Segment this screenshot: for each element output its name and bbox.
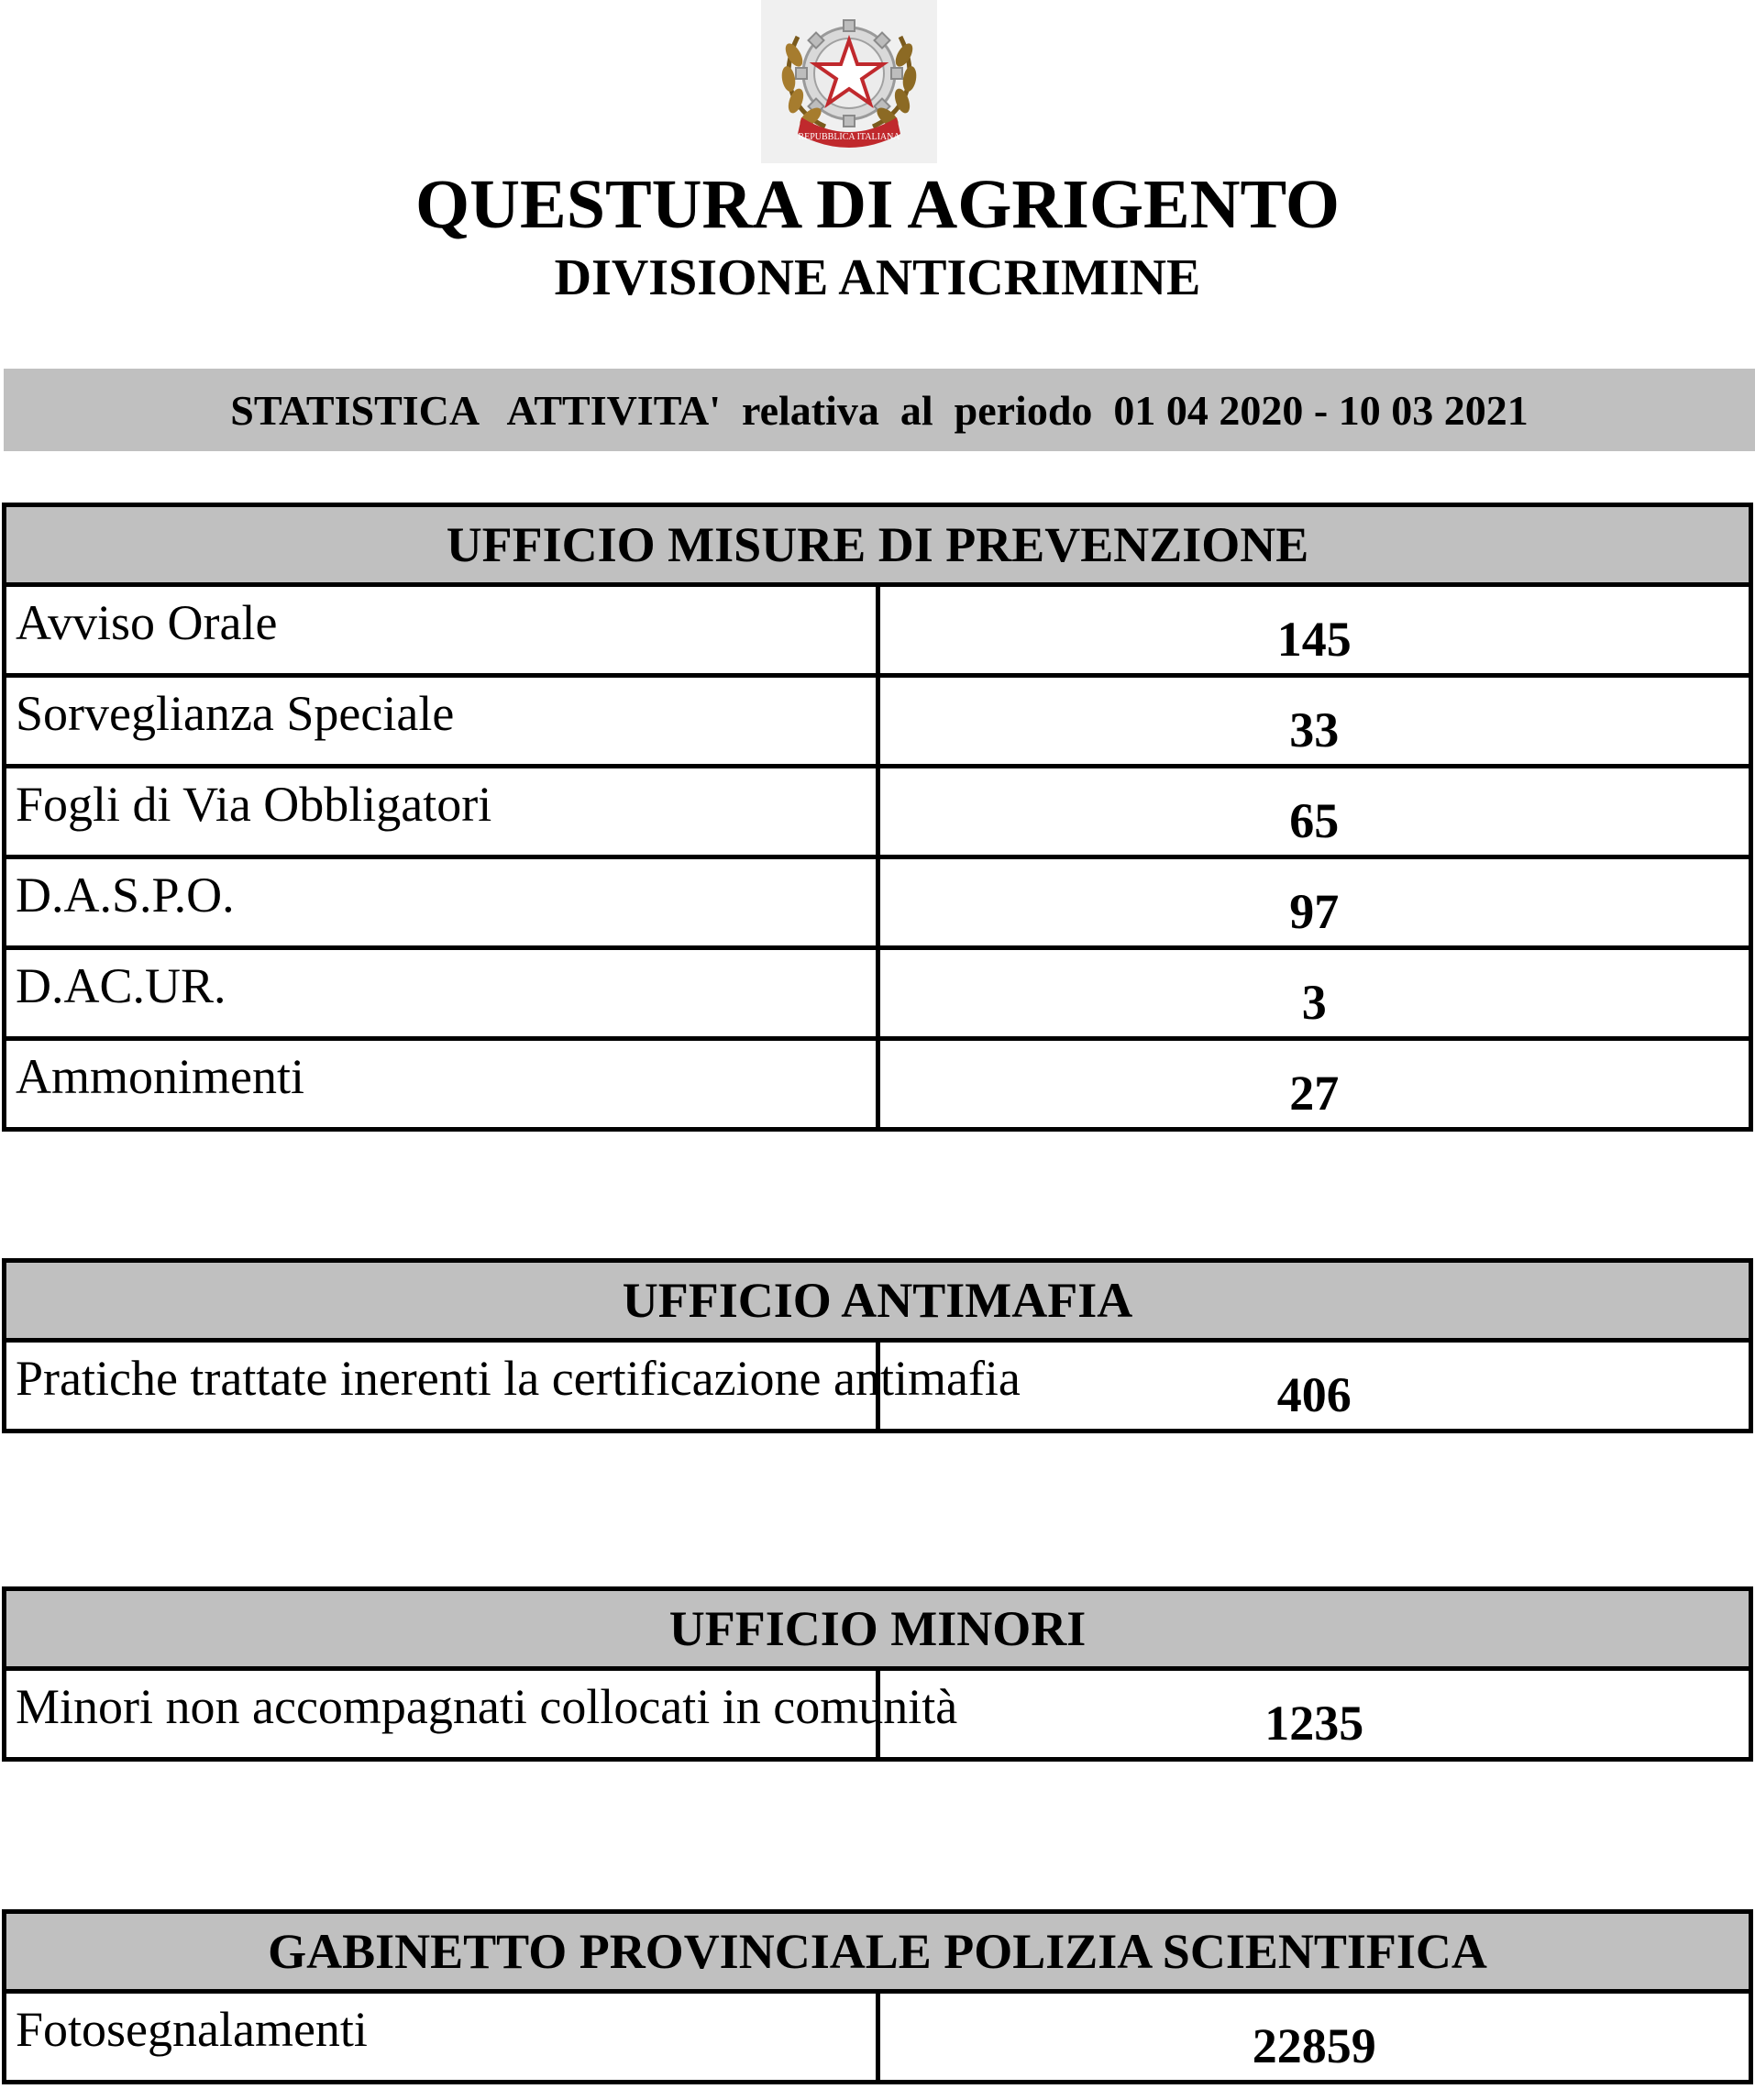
emblem-ribbon-text: REPUBBLICA ITALIANA: [798, 132, 900, 142]
table-row: [5, 1992, 1751, 2083]
row-label: D.AC.UR.: [5, 948, 878, 1039]
table-row: [5, 1341, 1751, 1431]
row-value: 3: [878, 948, 1751, 1039]
row-value: 145: [878, 585, 1751, 676]
italian-republic-emblem-icon: [761, 0, 937, 163]
row-value: 1235: [878, 1669, 1751, 1760]
period-banner: STATISTICA ATTIVITA' relativa al periodo 01 04 2020 - 10 03 2021: [4, 369, 1755, 451]
row-label: Fotosegnalamenti: [5, 1992, 878, 2083]
table-row: [5, 857, 1751, 948]
row-value: 406: [878, 1341, 1751, 1431]
section-title: UFFICIO ANTIMAFIA: [5, 1261, 1751, 1341]
row-value: 97: [878, 857, 1751, 948]
section-minori: [2, 1586, 1753, 1762]
row-label: Avviso Orale: [5, 585, 878, 676]
row-value: 22859: [878, 1992, 1751, 2083]
row-label: Ammonimenti: [5, 1039, 878, 1130]
table-row: [5, 1669, 1751, 1760]
section-title: UFFICIO MISURE DI PREVENZIONE: [5, 505, 1751, 585]
row-label: Fogli di Via Obbligatori: [5, 767, 878, 857]
section-misure-prevenzione: [2, 503, 1753, 1132]
emblem-graphic: [761, 0, 937, 163]
table-row: [5, 948, 1751, 1039]
table-row: [5, 676, 1751, 767]
row-value: 33: [878, 676, 1751, 767]
section-title: GABINETTO PROVINCIALE POLIZIA SCIENTIFICA: [5, 1912, 1751, 1992]
row-label: Minori non accompagnati collocati in comunità: [5, 1669, 878, 1760]
section-title: UFFICIO MINORI: [5, 1589, 1751, 1669]
section-antimafia: [2, 1258, 1753, 1433]
table-row: [5, 767, 1751, 857]
table-row: [5, 1039, 1751, 1130]
page-subtitle: DIVISIONE ANTICRIMINE: [554, 249, 1201, 306]
row-value: 27: [878, 1039, 1751, 1130]
row-value: 65: [878, 767, 1751, 857]
page-title: QUESTURA DI AGRIGENTO: [415, 166, 1340, 243]
table-row: [5, 585, 1751, 676]
row-label: Pratiche trattate inerenti la certificazione antimafia: [5, 1341, 878, 1431]
row-label: D.A.S.P.O.: [5, 857, 878, 948]
row-label: Sorveglianza Speciale: [5, 676, 878, 767]
section-polizia-scientifica: [2, 1909, 1753, 2084]
